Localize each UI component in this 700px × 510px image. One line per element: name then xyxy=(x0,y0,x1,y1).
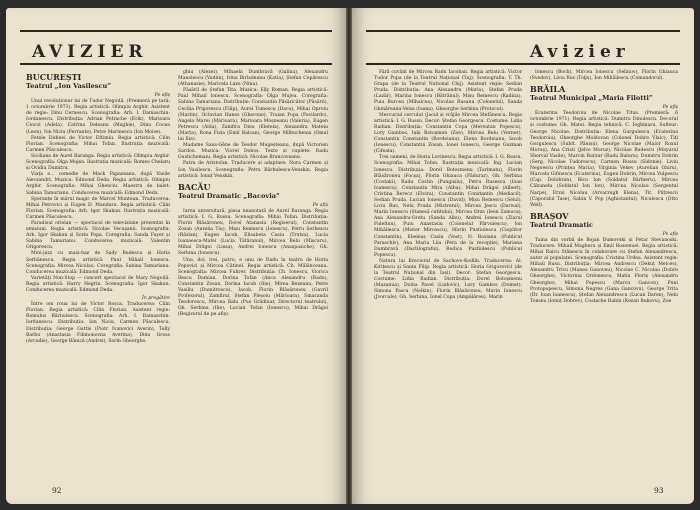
paragraph: Trei oameni, de Horia Lovinescu. Regia artistică: I. G. Russu. Scenografia: Mihai Tofan. Ilustrația muzicală: Ing. Lucian Ionescu. Distribuția: Dorel Botoșmenu (Tarlmatu), Florin Blăsăroneu (Focșa), Florin Ghiauca (Pădurar), Gh. Serbina (Costaki), Radu Costin (Pungașiu), Petru Rusescu (Ioan Ioanescu), Constantin Mira (Albu), Mihai Drăgoi (Albert), Cristina Berecz (Elvira), Constantin Constantin (Mediacil), Sedian Pruda, Lucian Ionescu (David), Mișu Remescu (Selul), Liviu Rus, Nelu Pruda (Mistretul), Mircea Jescu (Darwal), Marin Ionescu (Ștaneul cutitului), Mircea Orza (Ieon Zamoca), Ana Alexandru-Gretu (Sanda Albu), Andrei Ionescu (Ziarul Fideltuu), Puiu Anastasiu (Colonelul Pârvulescu), Ion Mihăilescu (Mister Mircescu), Sforin Pustiulescu (Cioplitor Constantin), Ebeleaș Casiu (Vest), N. Rosianu (Publicul Paraschiv), Ana Maria Liia (Pera de la recepție), Mariana Dumbravă (Dactilograful), Rodica Pustiulescu (Publicul Popescu). xyxy=(374,155,522,258)
city-heading: BRAȘOV xyxy=(530,210,569,221)
paragraph: Fără cuvânt de Mircea Radu Iacoban. Regia artistică: Victor Tudor Popa (de la Teatrul Național Cluj). Scenografia: T. Th. Grapa (de la Teatrul Național Cluj). Asistent regie: Sedian Pruda. Distribuția: Ana Alexandru (Maria), Ștefan Pruda (Lazăr), Marina Ionescu (Bătrânul), Mișu Remescu (Radina), Puiu Burcea (Mihalcea), Nicolae Rusanu (Colonelul), Sanda Ghinăreanu-Veisa (Ioana), Gheorghe Serbina (Protocol). xyxy=(374,70,522,112)
left-column-1 xyxy=(26,70,170,345)
theatre-name: Teatrul Dramatic xyxy=(530,220,594,229)
section-label: Pe afiș xyxy=(662,105,678,111)
city-heading: BACĂU xyxy=(178,181,211,192)
paragraph: Madame Sans-Gêne de Teodor Mugeșteanu, după Victorien Sardou. Muzica: Viorel Doboș. Texte și cuplete: Radu Gustichemaiu. Regia artistică: Nicolae Brancoveanu. xyxy=(178,143,328,161)
paragraph: Speranțe în mărul magic de Marcel Muntean. Traducerea: Mihai Petrovici și Eugen D. Mandaru. Regia artistică: Cilin Florian. Scenografia: Arh. Igor Skakun. Ilustrația muzicală: Carmen Păsculescu. xyxy=(26,196,170,220)
paragraph: Taina din vorbă de Bojan Dumovski și Petar Stevanoski. Traducere: Mihail Magheru și Emil Rosemuel. Regia artistică: Mihai Raicu Stănescu în colaborare cu Ștefan Alexandrescu, autor al populaței. Scenografia: Cristina Urdea. Asistent regie: Mihail Rusu. Distribuția: Mircea Andrescu (Dekuț Melces), Alexandru Tricu (Manea Ganoveu), Nicolae C. Nicolau (Dobre Gheorghe), Victorina Ordonescu, Matia Floriș (Alexandru Gheorghe), Mihai Popescu (Marcu Gancon), Puni Protopopescu, Simona Negres (Gana Gancovu), George Trita (Dr. Ioan Ioanescu), Ștefan Alexandrescu (Lucan Daren), Nelu Tonsea (Ionuț Dobrev), Costache Rabin (Kezan Bukovu), Zoe xyxy=(530,237,678,304)
section-label: Pe afiș xyxy=(154,93,170,98)
section-label: Pe afiș xyxy=(312,202,328,208)
city-heading: BUCUREȘTI xyxy=(26,72,82,82)
right-column-1 xyxy=(374,70,522,302)
paragraph: ghiu (Alexei), Mihaela Dumbravă (Galina), Alexandru Manolescu (Vadim), Irina Birladeanu (Katia), Ștefan Cepărescu (Athanasie), Maricela Lazu (Nina). xyxy=(178,70,328,88)
paragraph: Păsăril de Ștefan Tita. Muzica: Elly Roman. Regia artistică: Paul Mihail Ionescu. Scenografia: Olga Mujea. Coregrafia: Sabina Tamurianu. Distribuție: Constantin Păsăricător (Păsăril), Cecilia Prigorescu (Filip), Aurel Tomescu (Dacu), Mihai Oproiu (Martin), Octavian Hanes (Gherone), Traian Popa (Pavilardo), Angela Marei (Mărioara), Marioara Moșneanu (Valeria), Eugen Petrescu (Alda), Zamfira Dieu (Eletela), Alexandra Mateiu (Marta), Rona Fizia (Emil Balcan), George Milbuchenia (Omul lui Ilie). xyxy=(178,88,328,143)
paragraph: Ecaterina Teodoroiu de Nicolae Titus. (Premieră: 6 octombrie 1971). Regia artistică: Dumitru Dinulescu. Decorul și costume: Gh. Matei. Regia tehnică: C. Ioghinaru. Sufleur: George Nicolae. Distribuția: Elena Gurgulescu (Ecaterina Teodoroiu), Gheorghe Moldovan (Colonel Dobre Vlaic), Tiți Gorgulescu (Sublt. Pânișu), George Nicolae (Maior Roxul Moruș), Ana Cristi (Jelve Moruz), Nicolae Budescu (Mayurul Sherval Vasile), Marcin Burzur (Radu Buluru), Dumitru Dobrin (Serg. Nicolae Tudorescu), Carmen Russu (Sidonie), Liviu Negoescu (Prințea Maria), Virginia Vekev (Aurelian Ghiru), Marcela Gifinescu (Ecaterina), Eugen Dobrin, Mircea Vulpescu (Cap. Dolobran), Bicu Ion (Soldatul Bărbieru), Mircea Căbunelu (Soldatul Ion Ion), Mircea Nicolau (Sergentul Narpe), Erzsi Nicolau (Arvarzugh Elena), Tit. Pătrescu (Caporalul Tase), Sabin V. Pop (Aghiotantul), Niculescu (Otto Weil). xyxy=(530,111,678,208)
paragraph: Mercuriul cerculut (Jacul și vrăjile Mircea Ștefănescu. Regia artistică: I. G. Russu. Decor: Ștefan Georgescu. Costume: Lidia Radian. Distribuția: Constantin Copa (Mereutan Popescu), Lory Gambos, Iuki Botoșmen (Zoe), Mircea Belu (Verner), Constantin Constantin (Bordeianu), Elena Bordeianu, Iacob (Ionescu), Constantin Zosan, Ionel Ionescu, George Guzman (Cifeata). xyxy=(374,112,522,155)
paragraph: Unu, doi, trei, patru, e unu de Radu la teatru de Horia Popovici și Mircea Cătinel. Regia artistică: Ch. Mălănceanu. Scenografia: Mircea Fuhrer. Distribuția: Ch. Ionescu, Viorica Ilescu Damian, Dorina Tofan (Anca Alexandru (Radu), Constantin Zosan, Dorina Iacob (Ilie), Mirea Rezeanu, Petre Vasiliu (Dumitrescu), Iacob, Florin Blăsăroneu (Gavril Profesorul), Zamfirul, Ștefan Pleșoiu (Mărioara), Smaranda Teodorescu, Mircea Balu (Pus Grădinar, Directorul teatrului), Gh. Serbina (Ilie), Lucian Tofan (Ionescu), Mihai Drăgoi (Regizorul de pe afiș). xyxy=(178,257,328,318)
right-page xyxy=(352,8,694,504)
top-rule xyxy=(366,30,680,32)
header-rule xyxy=(20,63,332,65)
paragraph: Natura lui Kreciorul de Sachovo-Kodlin. Traducerea: Al. Kirițescu și Sanin Filip. Regia artistică: Horia Grigorovici (de la Teatrul Național din Iași). Decor: Ștefan Georgescu. Costume: Lidia Radian. Distribuția: Dorel Botoșmenu (Mazanua), Doina Pavel (Ludovic), Lory Gambos (Domer), Simona Pasca (Nelkin), Florin Blăsăroneu, Marin Ionescu (Jvorcale), Gh. Serbina, Ionel Copa (Ampălăreu), Marin xyxy=(374,258,522,301)
city-heading: BRĂILA xyxy=(530,84,566,95)
paragraph: Mini-jazz cu maxi-haz de Sady Budescu și Horia Șerbănescu. Regia artistică: Paul Mihail Ionescu. Scenografia: Mircea Nicolau. Coregrafia: Sabina Tamurianu. Conducerea muzicală: Edmond Deda. xyxy=(26,251,170,275)
paragraph: Siciliana de Aurel Baranga. Regia artistică: Olimpiu Arghir. Scenografia: Olga Mujea. Ilustrația muzicală: Romeo Chelaru și Ovidiu Dumitru. xyxy=(26,153,170,172)
paragraph: Fetele Didinei de Victor Eftimiu. Regia artistică: Cilin Florian. Scenografia: Mihai Tofan. Ilustrația muzicală: Carmen Păsculescu. xyxy=(26,135,170,153)
header-rule xyxy=(366,63,680,65)
paragraph: Paradisul oriolan — spectacol de televiziune prezentat în emisiuni. Regia artistică: Nicolae Vecușanii. Scenografia: Arh. Igor Skakun și Sorin Popa. Coregrafia: Sanda Fayer și Sabina Tamurianu. Conducerea muzicală: Valentin Grigorescu. xyxy=(26,220,170,251)
theatre-name: Teatrul Dramatic „Bacovia” xyxy=(178,191,280,200)
paragraph: Varietăți Non-Stop — concert spectacol de Mary Negoiță. Regia artistică: Harry Negrin. Scenografia: Igor Skakun. Conducerea muzicală: Edmond Deda. xyxy=(26,275,170,293)
paragraph: Viața e... comedie de Mack Papazeanu, după Vasile Alecsandri. Muzica: Edmond Deda. Regia artistică: Olimpiu Arghir. Scenografia: Mihai Ghenciu. Maestru de balet: Sabina Tamurianu. Conducerea muzicală: Edmond Deda. xyxy=(26,172,170,196)
paragraph: Patru de Aristofan. Traducere și adaptare: Nora Carmen și Ion Vasilescu. Scenografia: Petru Bărbulescu-Venskin. Regia artistică: Ionuț Venskin. xyxy=(178,161,328,179)
left-column-2 xyxy=(178,70,328,318)
paragraph: Între om roua lui de Victor Roșca. Traducerea: Cilin Florian. Regia artistică: Cilin Florian. Asistent regie: Romulus Bărbulescu. Scenografia: Arh. I. Damaschin-Iordanescu. Distribuția: Ion Niciu, Carmen Păsculescu. Distribuția: George Gattis (Piotr Ivanovici Averin), Telly Barbu (Anastasia Filimonovna Averina), Dinu Gross (Arcadie), George Bănică (Andrei), Sorin Gheorghe. xyxy=(26,302,170,344)
page-number: 92 xyxy=(52,486,62,495)
avizier-header: Avizier xyxy=(530,42,630,62)
paragraph: Iarna unversitară, piesa neanotată de Aurel Baranga. Regia artistică: I. G. Russu. Scenografia: Mihai Tofan. Distribuția: Florin Blăsăroneu, Dorel Atanasiu (Regiserul), Constantin Zosan (Aurelia Tiu), Mișu Remescu (Ionescu), Petru Șerbescu (Răzlan), Eugen Iacob, Elisabeta Casiu (Trutza), Lucia Ioanaesca-Mafei (Lucia Tătăranul), Mircea Belu (Mișcaru), Mihai Drăgoi (Lissa), Andrei Ionescu (Anaspasiche), Gh. Serbina (Ionescu). xyxy=(178,208,328,257)
page-number: 93 xyxy=(654,486,664,495)
section-label: În pregătire xyxy=(142,296,170,302)
theatre-name: Teatrul „Ion Vasilescu” xyxy=(26,82,112,90)
avizier-header: AVIZIER xyxy=(32,42,148,62)
right-column-2 xyxy=(530,70,678,305)
left-page xyxy=(6,8,346,504)
section-label: Pe afiș xyxy=(662,231,678,237)
paragraph: Unul revoluționar lui de Tudor Negoiță. (Premieră pe țară: 1 octombrie 1971). Regia artistică: Olimpiu Arghir. Asistent de regie: Dinu Cernescu. Scenografia: Arh. I. Damaschin-Iordanescu. Distribuția: Adrian Petrache (Erik), Marioara Ciocoi (Adela), Catrina Deleanu (Maghie), Dinu Cocea (Leon), Ion Niciu (Ferrante), Petre Marinescu (Ion Moise). xyxy=(26,99,170,135)
theatre-name: Teatrul Municipal „Maria Filotti” xyxy=(530,94,653,103)
top-rule xyxy=(20,30,332,32)
paragraph: Ionescu (Bock), Mircea Ionescu (Selinov), Florin Ghiauca (Svedov), Liviu Rus (Tolju), Ion Mihăilescu (Comandorul). xyxy=(530,70,678,82)
